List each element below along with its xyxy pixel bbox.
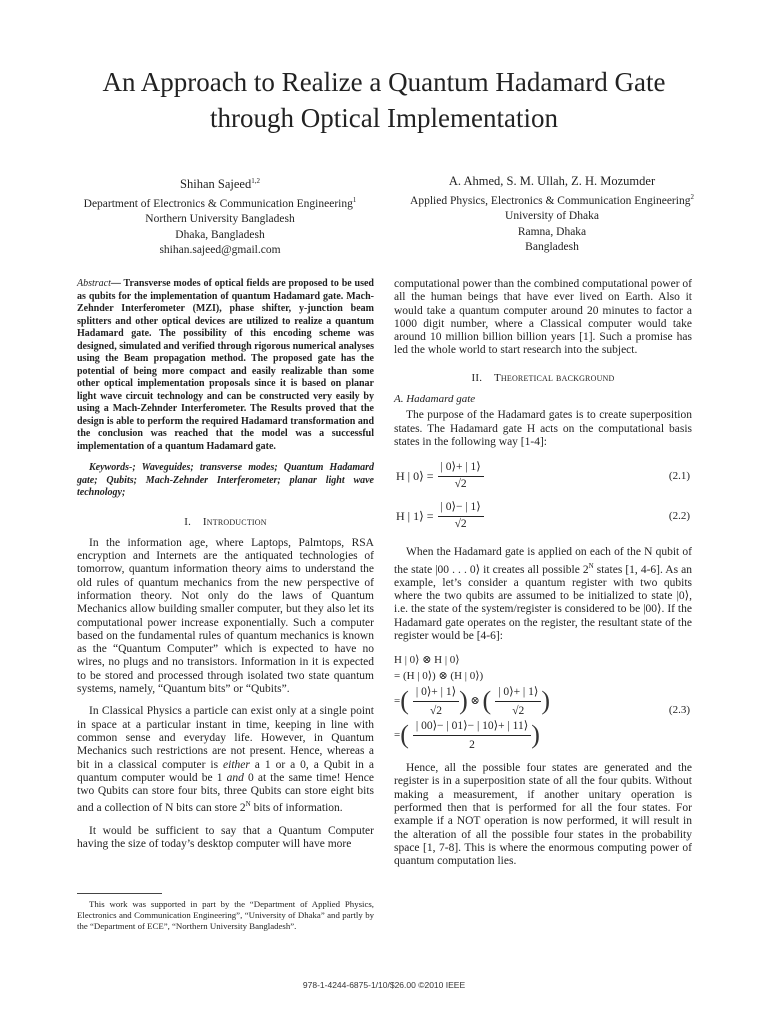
author-university-right: University of Dhaka (505, 210, 599, 223)
footnote-divider (77, 893, 162, 894)
equation-number: (2.1) (668, 469, 690, 482)
theory-paragraph-1: The purpose of the Hadamard gates is to create superposition states. The Hadamard gate H acts on the computational basis states in the following way [1-4]: (394, 409, 692, 448)
intro-paragraph-3: It would be sufficient to say that a Quantum Computer having the size of today’s desktop computer will have more (77, 824, 374, 850)
left-column (77, 278, 374, 860)
section-heading-introduction: I. Introduction (184, 515, 267, 528)
author-email-left: shihan.sajeed@gmail.com (159, 244, 281, 257)
author-name-left: Shihan Sajeed$^{1,2}$ (180, 177, 260, 192)
theory-paragraph-2: When the Hadamard gate is applied on each of the N qubit of the state |00 . . . 0⟩ it creates all possible $2^N$ states [1, 4-6]. As an example, let’s consider a quantum register with two qubits where the two qubits are assumed to be initialized to state |0⟩, i.e. the state of the system/register is considered to be |00⟩. If the Hadamard gate operates on the register, the resultant state of the register would be [4-6]: (394, 546, 692, 642)
abstract: Abstract— Transverse modes of optical fields are proposed to be used as qubits for the implementation of quantum Hadamard gate. Mach-Zehnder Interferometer (MZI), phase shifter, y-junction beam splitters and other optical devices are utilized to realize a quantum Hadamard gate. The possibility of this encoding scheme was designed, simulated and verified through rigorous numerical analyses using the Beam propagation method. The proposed gate has the potential of being more compact and easily realizable than some other optical implementation proposals since it is based on planar light wave circuit technology and can be constructed very easily by using a Mach-Zehnder Interferometer. The Results proved that the design is able to perform the required Hadamard transformation and the conclusion was reached that the model was a successful implementation of a quantum Hadamard gate. (77, 278, 374, 452)
section-heading-theory: II. Theoretical background (471, 371, 615, 384)
equation-2-1: H | 0⟩ = $\frac{| 0⟩+ | 1⟩}{√2}$ (2.1) (396, 461, 690, 490)
equation-2-3: H | 0⟩ ⊗ H | 0⟩ = (H | 0⟩) ⊗ (H | 0⟩) = ( $\frac{| 0⟩+ | 1⟩}{√2}$ ) ⊗ ( $\frac{| 0⟩+ | 1⟩}{√2}$ ) = ( $\frac{| 00⟩- | 01⟩- | 10⟩+ | 11⟩}{2}$ ) (2.3) (394, 654, 690, 751)
author-dept-right: Applied Physics, Electronics & Communication Engineering$^2$ (410, 193, 694, 207)
subsection-hadamard-gate: A. Hadamard gate (394, 393, 476, 406)
author-country-right: Bangladesh (525, 241, 579, 254)
title-line-2: through Optical Implementation (210, 103, 558, 133)
equation-2-2: H | 1⟩ = $\frac{| 0⟩- | 1⟩}{√2}$ (2.2) (396, 501, 690, 530)
equation-number: (2.2) (668, 509, 690, 522)
intro-paragraph-2: In Classical Physics a particle can exist only at a single point in space at a particular instant in time, keeping in line with common sense and everyday life. However, in Quantum Mechanics such restrictions are not present. Hence, whereas a bit in a classical computer is either a 1 or a 0, a Qubit in a quantum computer would be 1 and 0 at the same time! Hence two Qubits can store four bits, three Qubits can store eight bits and a collection of N bits can store $2^N$ bits of information. (77, 705, 374, 815)
author-block-right (392, 172, 712, 256)
author-block-left (60, 172, 380, 259)
theory-paragraph-3: Hence, all the possible four states are generated and the register is in a superposition state of all the four qubits. Without making a measurement, if another unitary operation is performed then that is performed for all the four states. For example if a NOT operation is now performed, it will result in the alteration of all the possible four states in the probability space [1, 7-8]. This is where the enormous computing power of quantum computation lies. (394, 762, 692, 868)
author-city-right: Ramna, Dhaka (517, 225, 587, 238)
intro-paragraph-1: In the information age, where Laptops, Palmtops, RSA encryption and Internets are the antiquated technologies of tomorrow, quantum information theory aims to understand the old rules of quantum mechanics from the new perspective of information theory. Not only do the laws of Quantum Mechanics allow building smaller computer, but they also let its computational power increase exponentially. Such a computer based on the fundamental rules of quantum mechanics is known as the “Quantum Computer” which is expected to have no wires, no plugs and no transistors. Information in it is expected to be stored and processed through isolated two state quantum systems, namely, “Quantum bits” or “Qubits”. (77, 536, 374, 696)
paper-title (40, 64, 728, 136)
author-university-left: Northern University Bangladesh (145, 213, 295, 226)
right-column (394, 278, 692, 878)
footnote: This work was supported in part by the “Department of Applied Physics, Electronics and Communication Engineering”, “University of Dhaka” and partly by the “Department of ECE”, “Northern University Bangladesh”. (77, 899, 374, 931)
title-line-1: An Approach to Realize a Quantum Hadamard Gate (102, 67, 666, 97)
page-footer: 978-1-4244-6875-1/10/$26.00 ©2010 IEEE (302, 980, 466, 990)
author-dept-left: Department of Electronics & Communication Engineering$^1$ (83, 196, 357, 210)
equation-number: (2.3) (668, 704, 690, 717)
keywords: Keywords-; Waveguides; transverse modes; Quantum Hadamard gate; Qubits; Mach-Zehnder Interferometer; planar light wave technology; (77, 462, 374, 498)
author-name-right: A. Ahmed, S. M. Ullah, Z. H. Mozumder (448, 174, 656, 188)
intro-paragraph-3-continued: computational power than the combined computational power of all the human beings that have ever lived on Earth. Also it would take a quantum computer around 20 minutes to factor a 1000 digit number, where a Classical computer would take around 10 million billion billion years [1]. Such a promise has led the whole world to start research into the subject. (394, 278, 692, 357)
author-city-left: Dhaka, Bangladesh (175, 228, 265, 241)
